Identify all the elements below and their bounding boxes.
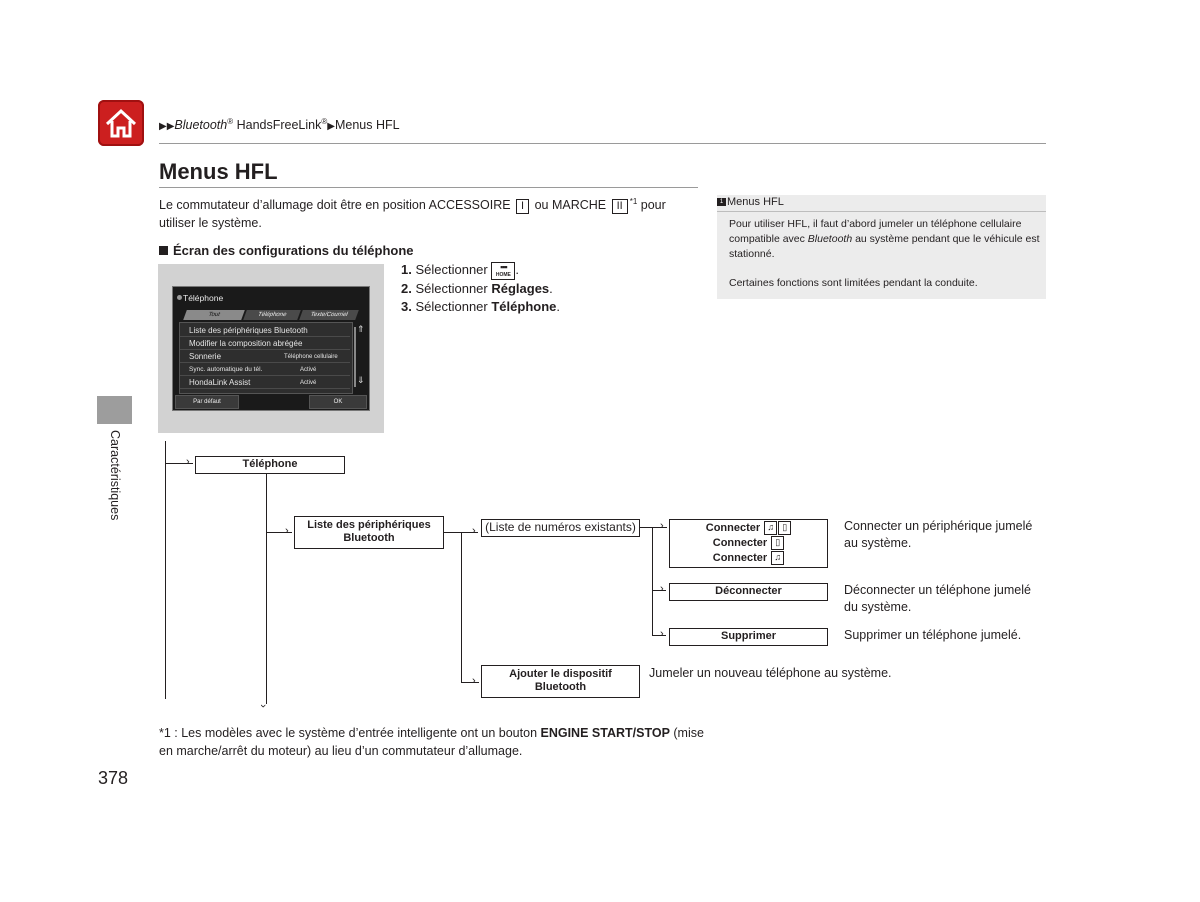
arrow-right-icon: ›	[472, 525, 476, 537]
step-2: 2. Sélectionner Réglages.	[401, 280, 553, 296]
diagram-box-add-device: Ajouter le dispositif Bluetooth	[481, 665, 640, 698]
diagram-line	[266, 474, 267, 704]
arrow-right-icon: ›	[285, 525, 289, 537]
diagram-box-disconnect: Déconnecter	[669, 583, 828, 601]
screen-title: Téléphone	[183, 293, 224, 303]
intro-paragraph: Le commutateur d’allumage doit être en position ACCESSOIRE I ou MARCHE II $^{*1}$ pour utiliser le système.	[159, 197, 666, 231]
diagram-line	[652, 527, 653, 636]
breadcrumb-arrow-icon: ▶▶	[159, 121, 175, 133]
arrow-down-icon: ›	[256, 704, 269, 708]
delete-description: Supprimer un téléphone jumelé.	[844, 628, 1022, 642]
note-paragraph: Pour utiliser HFL, il faut d’abord jumeler un téléphone cellulaire compatible avec Bluetooth au système pendant que le véhicule est stationné.	[729, 218, 1040, 260]
scroll-up-icon: ⇑	[357, 324, 365, 334]
connect-option: Connecter ▯	[670, 536, 827, 551]
screen-row: Liste des périphériques Bluetooth	[180, 325, 350, 337]
connect-option: Connecter ♫ ▯	[670, 521, 827, 536]
screen-scrollbar	[354, 327, 356, 387]
breadcrumb-handsfreelink[interactable]: HandsFreeLink	[233, 118, 322, 133]
accessory-key: I	[516, 199, 529, 214]
step-1: 1. Sélectionner ▪▪▪ HOME .	[401, 261, 519, 278]
phone-icon: ▯	[778, 521, 791, 535]
steps-list	[401, 261, 560, 316]
diagram-line	[461, 532, 462, 683]
add-device-description: Jumeler un nouveau téléphone au système.	[649, 666, 892, 680]
home-button[interactable]	[98, 100, 144, 146]
note-ref-icon: 1	[717, 198, 726, 206]
breadcrumb-bluetooth[interactable]: Bluetooth	[174, 118, 228, 133]
music-icon: ♫	[771, 551, 784, 565]
arrow-right-icon: ›	[660, 628, 664, 640]
breadcrumb-current: Menus HFL	[334, 118, 400, 133]
home-icon	[103, 105, 139, 141]
step-3: 3. Sélectionner Téléphone.	[401, 298, 560, 314]
screen-row: Sonnerie Téléphone cellulaire	[180, 351, 350, 363]
page-number: 378	[98, 768, 129, 788]
tab-telephone: Téléphone	[243, 310, 301, 320]
square-bullet-icon	[159, 246, 168, 255]
divider	[159, 187, 698, 188]
note-heading: 1 Menus HFL	[717, 195, 1046, 208]
screen-default-button: Par défaut	[175, 395, 239, 409]
arrow-right-icon: ›	[660, 583, 664, 595]
breadcrumb: ▶▶Bluetooth® HandsFreeLink®▶Menus HFL	[159, 117, 400, 133]
arrow-right-icon: ›	[660, 520, 664, 532]
note-body	[729, 217, 1041, 291]
status-dot-icon	[177, 295, 182, 300]
diagram-box-connect	[669, 519, 828, 568]
diagram-line	[165, 441, 166, 699]
connect-description: Connecter un périphérique jumelé au système.	[844, 519, 1033, 550]
footnote-ref[interactable]: *1	[629, 197, 638, 206]
footnote: *1 : Les modèles avec le système d’entrée intelligente ont un bouton ENGINE START/STOP (mise en marche/arrêt du moteur) au lieu d’un commutateur d’allumage.	[159, 726, 704, 758]
chapter-tab-marker	[97, 396, 132, 424]
section-heading: Écran des configurations du téléphone	[159, 243, 414, 258]
screen-row: Modifier la composition abrégée	[180, 338, 350, 350]
on-key: II	[612, 199, 628, 214]
arrow-right-icon: ›	[186, 456, 190, 468]
diagram-box-delete: Supprimer	[669, 628, 828, 646]
arrow-right-icon: ›	[472, 675, 476, 687]
diagram-box-existing-numbers: (Liste de numéros existants)	[481, 519, 640, 537]
screen-ok-button: OK	[309, 395, 367, 409]
phone-icon: ▯	[771, 536, 784, 550]
note-paragraph: Certaines fonctions sont limitées pendant la conduite.	[729, 277, 978, 289]
tab-texte-courriel: Texte/Courriel	[299, 310, 359, 320]
note-divider	[717, 211, 1046, 212]
connect-option: Connecter ♫	[670, 551, 827, 566]
screen-row: HondaLink Assist Activé	[180, 377, 350, 389]
screen-menu-list	[179, 322, 353, 394]
diagram-line	[461, 682, 479, 683]
breadcrumb-arrow-icon: ▶	[327, 121, 335, 133]
divider	[159, 143, 1046, 144]
home-key-icon: ▪▪▪ HOME	[491, 262, 515, 280]
page-title: Menus HFL	[159, 159, 278, 184]
tab-tout: Tout	[183, 310, 245, 320]
screen-row: Sync. automatique du tél. Activé	[180, 364, 350, 376]
disconnect-description: Déconnecter un téléphone jumelé du système.	[844, 583, 1031, 614]
chapter-tab-label[interactable]: Caractéristiques	[108, 430, 122, 521]
music-icon: ♫	[764, 521, 777, 535]
scroll-down-icon: ⇓	[357, 375, 365, 385]
screen-illustration	[172, 286, 370, 411]
diagram-box-telephone: Téléphone	[195, 456, 345, 474]
diagram-box-device-list: Liste des périphériques Bluetooth	[294, 516, 444, 549]
